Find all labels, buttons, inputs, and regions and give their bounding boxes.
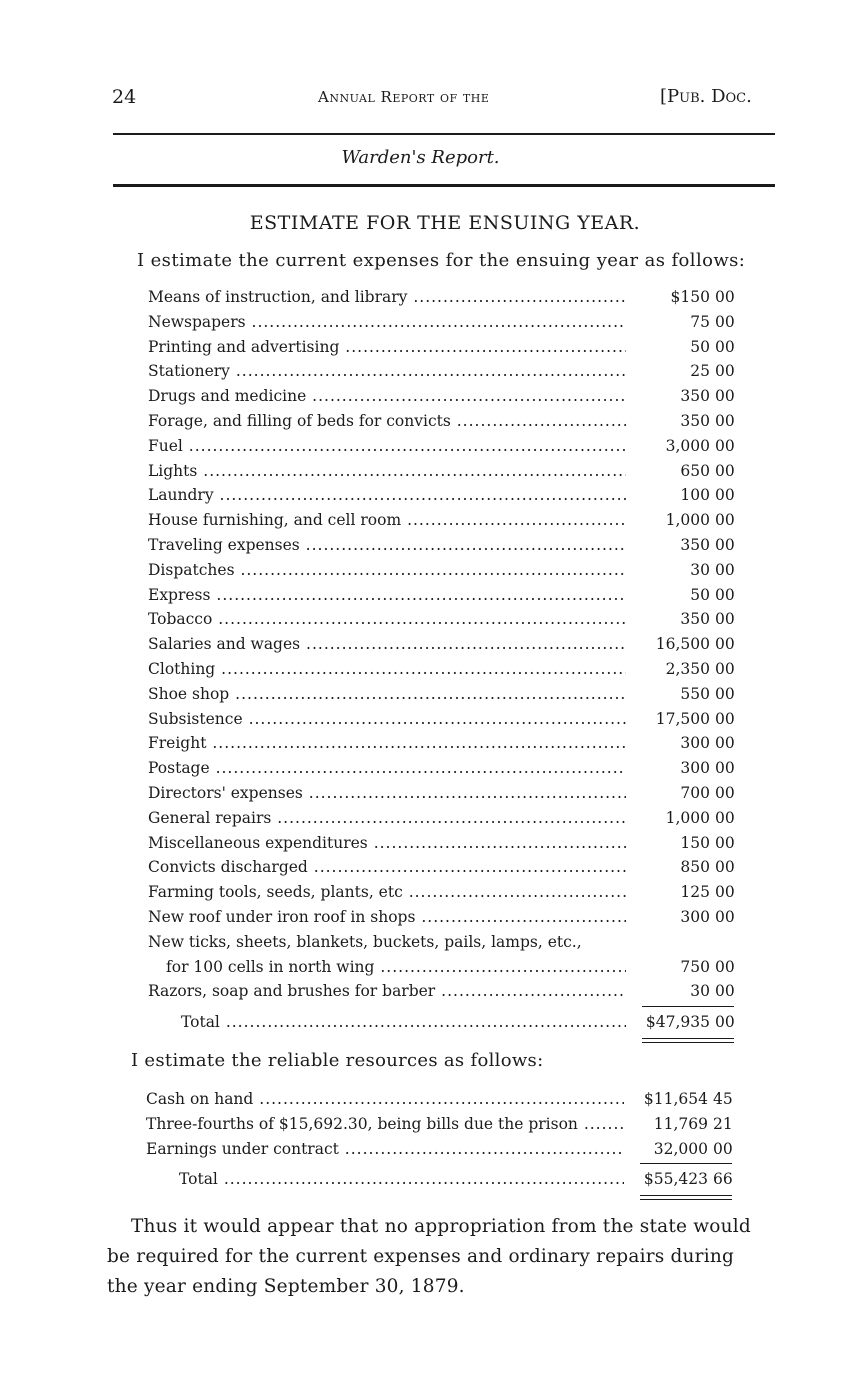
expense-row (148, 955, 738, 980)
resources-total-row (146, 1167, 736, 1192)
resources-total-rule-2 (640, 1199, 732, 1200)
resource-label: Cash on hand ..... (146, 1087, 624, 1112)
expense-cents: 00 (715, 734, 735, 753)
section-title: Warden's Report. (341, 147, 500, 168)
expense-cents: 00 (715, 387, 735, 406)
expense-label: Newspapers ..... (148, 310, 626, 335)
expenses-total-rule-2 (642, 1042, 734, 1043)
expense-row (148, 880, 738, 905)
resource-dollars: 11,769 (653, 1114, 708, 1133)
expense-label: Subsistence ..... (148, 707, 626, 732)
expense-row (148, 806, 738, 831)
expense-row (148, 384, 738, 409)
resources-total-cents: 66 (713, 1170, 733, 1189)
expense-label: Stationery ..... (148, 359, 626, 384)
expense-row (148, 434, 738, 459)
expense-cents: 00 (715, 709, 735, 728)
expense-dollars: 2,350 (665, 659, 710, 678)
expense-dollars: 850 (680, 858, 710, 877)
expense-row (148, 335, 738, 360)
expense-dollars: $150 (670, 288, 710, 306)
expense-label: Salaries and wages ..... (148, 632, 626, 657)
expense-label: Freight ..... (148, 731, 626, 756)
expense-dollars: 700 (680, 783, 710, 802)
expense-row (148, 756, 738, 781)
expense-label: Dispatches ..... (148, 558, 626, 583)
expense-label: New roof under iron roof in shops ..... (148, 905, 626, 930)
expense-row (148, 930, 738, 955)
expense-dollars: 350 (680, 610, 710, 629)
expense-dollars: 300 (680, 907, 710, 926)
expense-cents: 00 (715, 411, 735, 430)
expense-label: Express ..... (148, 583, 626, 608)
resources-subtotal-rule (640, 1163, 732, 1164)
expense-cents: 00 (715, 312, 735, 331)
expense-dollars: 350 (680, 535, 710, 554)
expense-label: Forage, and filling of beds for convicts ..... (148, 409, 626, 434)
expense-cents: 00 (715, 486, 735, 505)
expense-row (148, 781, 738, 806)
expense-dollars: 1,000 (665, 511, 710, 530)
expense-cents: 00 (715, 461, 735, 480)
expense-cents: 00 (715, 808, 735, 827)
expense-label: General repairs ..... (148, 806, 626, 831)
expense-dollars: 30 (690, 560, 710, 579)
resources-total-double-rule (146, 1192, 736, 1202)
expense-row (148, 310, 738, 335)
expenses-total-rule-1 (642, 1038, 734, 1039)
resources-total-label: Total ..... (179, 1167, 624, 1192)
expense-label: Razors, soap and brushes for barber ..... (148, 979, 626, 1004)
estimate-heading: ESTIMATE FOR THE ENSUING YEAR. (249, 212, 641, 234)
resource-label: Three-fourths of $15,692.30, being bills due the prison ..... (146, 1112, 624, 1137)
expense-label: Means of instruction, and library ..... (148, 285, 626, 310)
expense-row (148, 558, 738, 583)
expense-cents: 00 (715, 535, 735, 554)
expense-row (148, 459, 738, 484)
expense-label: Clothing ..... (148, 657, 626, 682)
expense-row (148, 707, 738, 732)
expense-cents: 00 (715, 957, 735, 976)
publication-document-label: [Pub. Doc. (660, 86, 752, 107)
expense-cents: 00 (715, 362, 735, 381)
expense-cents: 00 (715, 436, 735, 455)
expense-cents: 00 (715, 659, 735, 678)
expense-row (148, 979, 738, 1004)
expense-dollars: 750 (680, 957, 710, 976)
expense-cents: 00 (715, 585, 735, 604)
expense-row (148, 359, 738, 384)
expense-cents: 00 (715, 635, 735, 654)
expense-row (148, 285, 738, 310)
expense-cents: 00 (715, 833, 735, 852)
resources-total-rule-1 (640, 1195, 732, 1196)
expense-cents: 00 (715, 337, 735, 356)
expenses-total-row (148, 1010, 738, 1035)
expense-row (148, 632, 738, 657)
expense-dollars: 650 (680, 461, 710, 480)
resources-table (146, 1087, 736, 1202)
expense-label: for 100 cells in north wing ..... (166, 955, 626, 980)
expense-dollars: 300 (680, 759, 710, 778)
expense-label: Traveling expenses ..... (148, 533, 626, 558)
expense-label: Farming tools, seeds, plants, etc ..... (148, 880, 626, 905)
expense-dollars: 150 (680, 833, 710, 852)
header-rule-top (113, 133, 775, 135)
expense-dollars: 1,000 (665, 808, 710, 827)
resource-row (146, 1137, 736, 1162)
resource-row (146, 1112, 736, 1137)
expense-cents: 00 (715, 511, 735, 530)
expense-dollars: 50 (690, 585, 710, 604)
expense-cents: 00 (715, 759, 735, 778)
expense-cents: 00 (715, 288, 735, 306)
expense-label: Tobacco ..... (148, 607, 626, 632)
expense-row (148, 831, 738, 856)
expense-dollars: 100 (680, 486, 710, 505)
expense-label: Miscellaneous expenditures ..... (148, 831, 626, 856)
expense-dollars: 3,000 (665, 436, 710, 455)
expense-dollars: 75 (690, 312, 710, 331)
expense-label: Laundry ..... (148, 483, 626, 508)
expense-dollars: 125 (680, 883, 710, 902)
page-number: 24 (112, 86, 137, 108)
resource-row (146, 1087, 736, 1112)
expense-cents: 00 (715, 560, 735, 579)
expense-label: New ticks, sheets, blankets, buckets, pails, lamps, etc., (148, 932, 582, 951)
expense-row (148, 533, 738, 558)
expense-row (148, 855, 738, 880)
expense-dollars: 550 (680, 684, 710, 703)
expense-cents: 00 (715, 907, 735, 926)
expenses-total-label: Total ..... (181, 1010, 626, 1035)
conclusion-line: Thus it would appear that no appropriation from the state would (131, 1216, 751, 1237)
conclusion-paragraph (107, 1212, 772, 1302)
expense-row (148, 409, 738, 434)
expense-cents: 00 (715, 982, 735, 1001)
expense-dollars: 17,500 (655, 709, 710, 728)
expense-label: Directors' expenses ..... (148, 781, 626, 806)
resource-dollars: 32,000 (653, 1139, 708, 1158)
expense-label: House furnishing, and cell room ..... (148, 508, 626, 533)
expense-row (148, 731, 738, 756)
resource-label: Earnings under contract ..... (146, 1137, 624, 1162)
expense-row (148, 682, 738, 707)
expense-label: Convicts discharged ..... (148, 855, 626, 880)
expense-row (148, 508, 738, 533)
expense-cents: 00 (715, 783, 735, 802)
expense-row (148, 657, 738, 682)
conclusion-line: be required for the current expenses and ordinary repairs during (107, 1246, 734, 1267)
expense-dollars: 350 (680, 411, 710, 430)
expense-label: Lights ..... (148, 459, 626, 484)
expense-cents: 00 (715, 610, 735, 629)
header-rule-bottom (113, 184, 775, 187)
expense-label: Postage ..... (148, 756, 626, 781)
expense-dollars: 350 (680, 387, 710, 406)
expense-cents: 00 (715, 883, 735, 902)
expense-label: Fuel ..... (148, 434, 626, 459)
expenses-intro: I estimate the current expenses for the ensuing year as follows: (137, 250, 746, 271)
expense-cents: 00 (715, 684, 735, 703)
resources-intro: I estimate the reliable resources as follows: (131, 1050, 544, 1071)
expense-dollars: 25 (690, 362, 710, 381)
expense-label: Shoe shop ..... (148, 682, 626, 707)
expenses-total-double-rule (148, 1035, 738, 1045)
resources-total-dollars: $55,423 (643, 1170, 708, 1189)
expense-cents: 00 (715, 858, 735, 877)
expense-dollars: 300 (680, 734, 710, 753)
running-head: Annual Report of the (318, 88, 490, 106)
expense-label: Printing and advertising ..... (148, 335, 626, 360)
expense-row (148, 607, 738, 632)
resource-dollars: $11,654 (643, 1090, 708, 1108)
expenses-table (148, 285, 738, 1045)
resource-cents: 00 (713, 1139, 733, 1158)
expense-dollars: 30 (690, 982, 710, 1001)
expense-label: Drugs and medicine ..... (148, 384, 626, 409)
expenses-total-cents: 00 (715, 1013, 735, 1032)
expenses-total-dollars: $47,935 (645, 1013, 710, 1032)
expense-row (148, 905, 738, 930)
resource-cents: 21 (713, 1114, 733, 1133)
expenses-subtotal-rule (642, 1006, 734, 1007)
expense-row (148, 483, 738, 508)
expense-row (148, 583, 738, 608)
expense-dollars: 50 (690, 337, 710, 356)
resource-cents: 45 (713, 1090, 733, 1108)
expense-dollars: 16,500 (655, 635, 710, 654)
conclusion-line: the year ending September 30, 1879. (107, 1276, 465, 1297)
